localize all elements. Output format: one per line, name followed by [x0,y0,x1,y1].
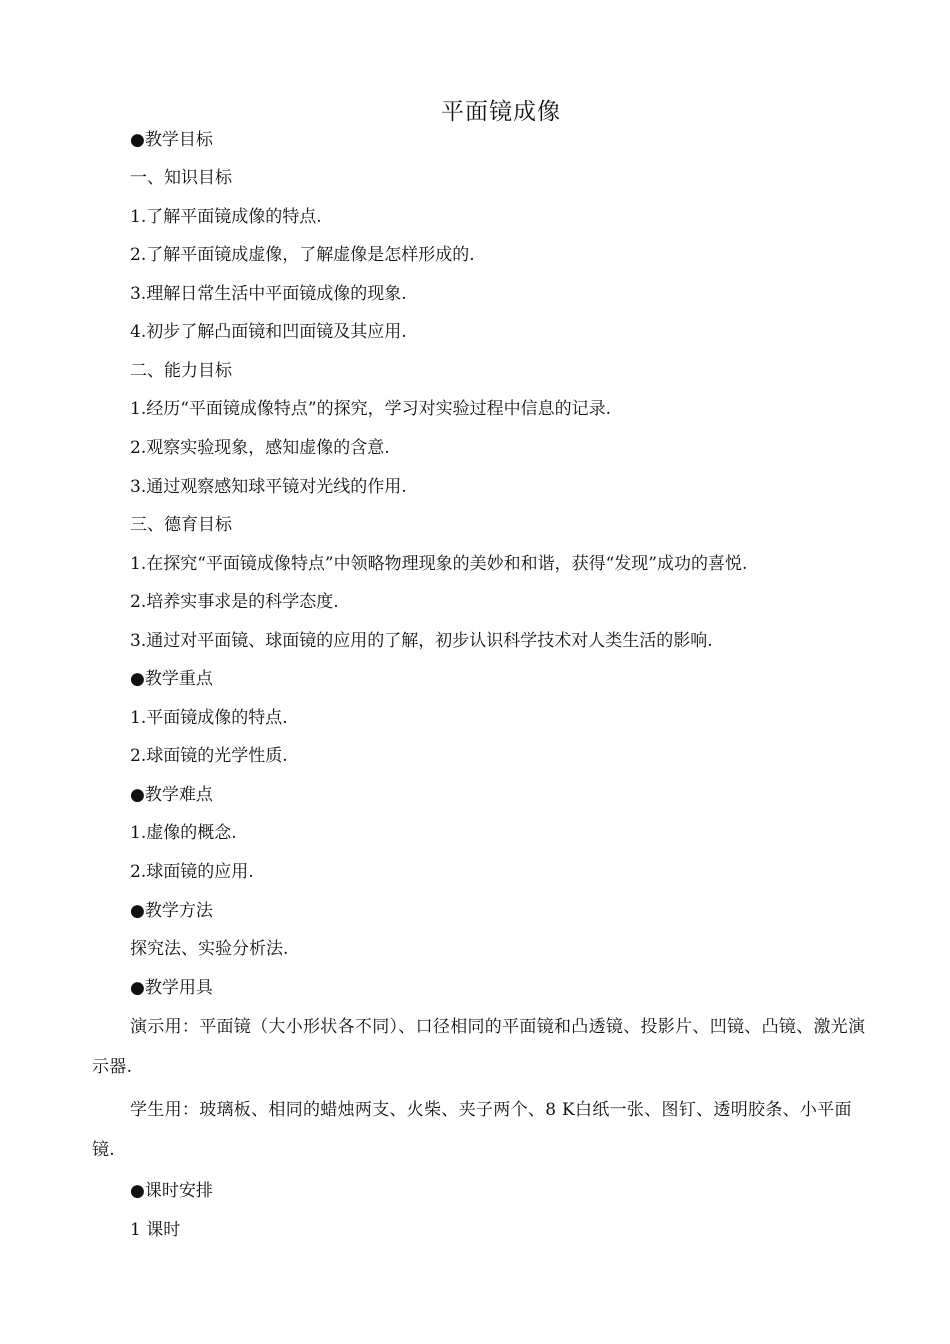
list-item: 4.初步了解凸面镜和凹面镜及其应用. [130,322,407,342]
heading-schedule: ●课时安排 [130,1181,213,1201]
student-tools-paragraph: 学生用：玻璃板、相同的蜡烛两支、火柴、夹子两个、8 K白纸一张、图钉、透明胶条、小平面镜. [92,1100,852,1160]
list-item: 3.通过观察感知球平镜对光线的作用. [130,477,407,497]
schedule-text: 1 课时 [130,1220,181,1240]
heading-moral-goals: 三、德育目标 [130,515,232,535]
heading-ability-goals: 二、能力目标 [130,361,232,381]
demo-tools-paragraph: 演示用：平面镜（大小形状各不同）、口径相同的平面镜和凸透镜、投影片、凹镜、凸镜、激光演示器. [92,1017,866,1077]
list-item: 1.平面镜成像的特点. [130,708,288,728]
heading-difficulties: ●教学难点 [130,785,213,805]
list-item: 2.球面镜的应用. [130,862,254,882]
list-item: 1.在探究“平面镜成像特点”中领略物理现象的美妙和和谐，获得“发现”成功的喜悦. [130,554,748,574]
list-item: 2.了解平面镜成虚像，了解虚像是怎样形成的. [130,245,475,265]
list-item: 1.了解平面镜成像的特点. [130,207,322,227]
methods-text: 探究法、实验分析法. [130,939,289,959]
heading-methods: ●教学方法 [130,901,213,921]
heading-knowledge-goals: 一、知识目标 [130,168,232,188]
list-item: 2.球面镜的光学性质. [130,746,288,766]
list-item: 1.虚像的概念. [130,823,237,843]
list-item: 2.观察实验现象，感知虚像的含意. [130,438,390,458]
list-item: 2.培养实事求是的科学态度. [130,592,339,612]
list-item: 1.经历“平面镜成像特点”的探究，学习对实验过程中信息的记录. [130,399,612,419]
heading-teaching-goals: ●教学目标 [130,130,213,150]
list-item: 3.通过对平面镜、球面镜的应用的了解，初步认识科学技术对人类生活的影响. [130,631,713,651]
heading-teaching-tools: ●教学用具 [130,978,213,998]
heading-key-points: ●教学重点 [130,669,213,689]
list-item: 3.理解日常生活中平面镜成像的现象. [130,284,407,304]
document-title: 平面镜成像 [441,99,561,125]
